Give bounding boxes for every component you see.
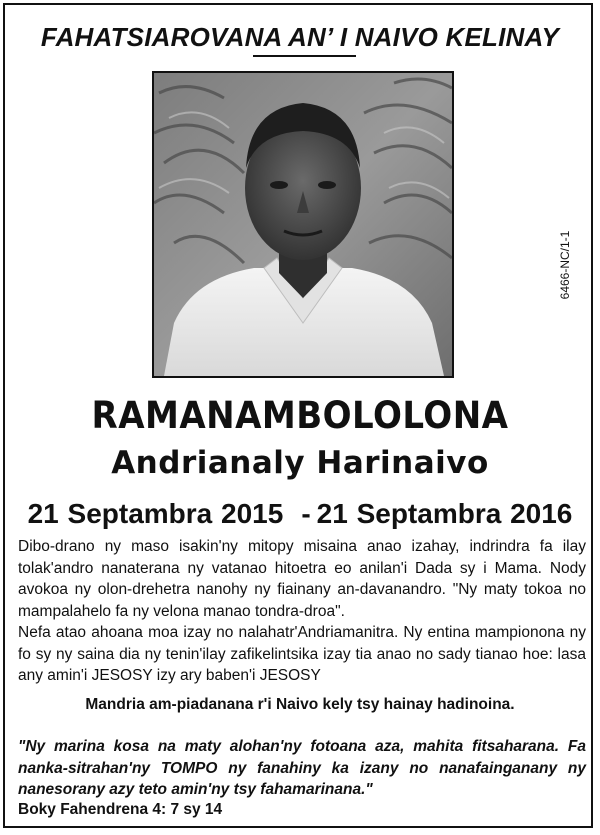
memorial-paragraph-2: Nefa atao ahoana moa izay no nalahatr'Andriamanitra. Ny entina mampionona ny fo sy ny saina dia ny tenin'ilay zafikelintsika izay tia anao no sady tianao hoe: lasa any amin'i JESOSY izy ary baben'i JESOSY [18, 624, 586, 684]
scripture-quote: "Ny marina kosa na maty alohan'ny fotoana aza, mahita fitsaharana. Fa nanka-sitrahan'ny TOMPO ny fanahiny ka izany no nanafainganany ny nanesorany azy teto amin'ny tsy fahamarinana." [18, 738, 586, 798]
memorial-text [18, 536, 586, 687]
memorial-dates [0, 498, 600, 530]
notice-title: FAHATSIAROVANA AN’ I NAIVO KELINAY [40, 22, 560, 52]
reference-code: 6466-NC/1-1 [558, 230, 572, 300]
deceased-given-names: Andrianaly Harinaivo [111, 445, 489, 481]
start-date: 21 Septambra 2015 [27, 498, 284, 529]
scripture-citation: Boky Fahendrena 4: 7 sy 14 [18, 801, 223, 818]
portrait-photo [152, 71, 454, 378]
title-underline [253, 55, 356, 57]
tribute-line: Mandria am-piadanana r'i Naivo kely tsy hainay hadinoina. [85, 696, 515, 713]
end-date: 21 Septambra 2016 [316, 498, 573, 529]
deceased-surname: RAMANAMBOLOLONA [91, 394, 509, 437]
date-separator: - [301, 498, 311, 529]
memorial-paragraph-1: Dibo-drano ny maso isakin'ny mitopy misaina anao izahay, indrindra fa ilay tolak'andro nanaterana ny vatanao hitoetra eo anilan'i Dada sy i Mama. Nody avokoa ny olon-drehetra nanohy ny fiainany an-davanandro. "Ny maty tokoa no mampalahelo fa ny velona manao tondra-droa". [18, 538, 586, 620]
